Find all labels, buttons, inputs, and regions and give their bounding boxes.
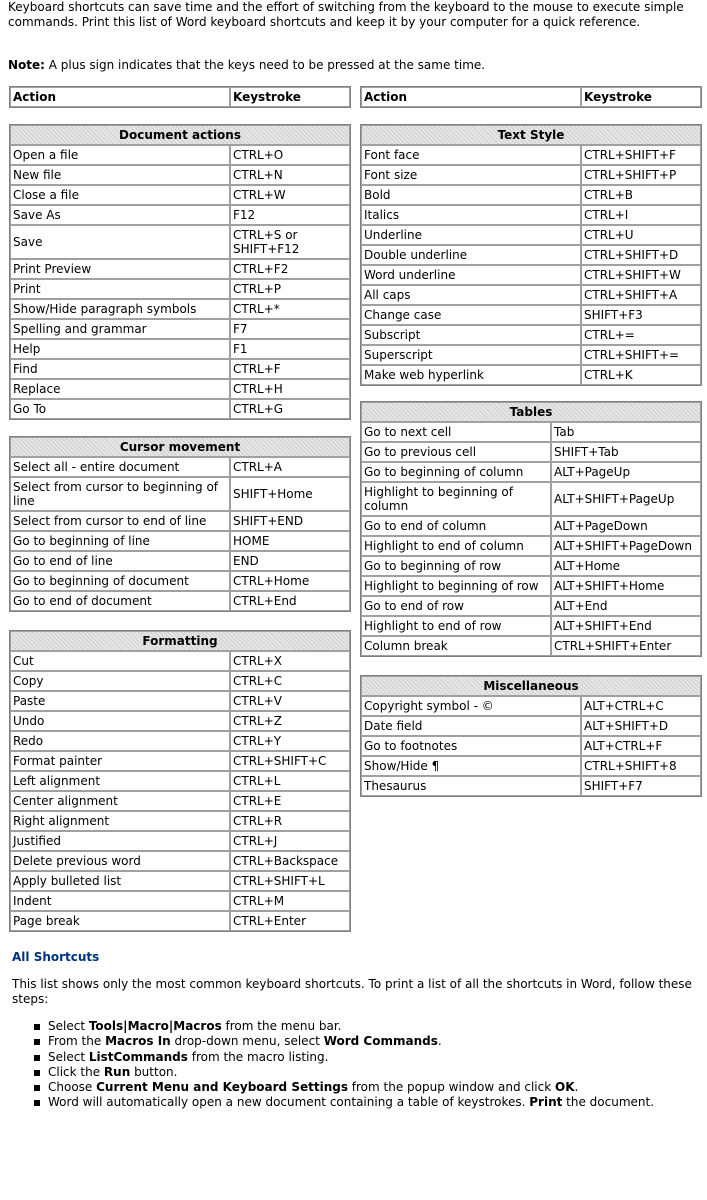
keystroke-cell: CTRL+= (581, 325, 701, 345)
keystroke-cell: CTRL+I (581, 205, 701, 225)
action-cell: New file (10, 165, 230, 185)
action-cell: Go to beginning of row (361, 556, 551, 576)
bullet-icon (34, 1085, 40, 1091)
table-row (361, 422, 701, 442)
action-cell: Page break (10, 911, 230, 931)
keystroke-cell: F1 (230, 339, 350, 359)
table-row (10, 225, 350, 259)
action-cell: Font size (361, 165, 581, 185)
keystroke-cell: CTRL+SHIFT+8 (581, 756, 701, 776)
action-cell: All caps (361, 285, 581, 305)
table-row (10, 457, 350, 477)
step-emphasis: Current Menu and Keyboard Settings (96, 1080, 348, 1095)
keystroke-cell: SHIFT+F3 (581, 305, 701, 325)
table-row (361, 596, 701, 616)
action-cell: Italics (361, 205, 581, 225)
keystroke-cell: CTRL+R (230, 811, 350, 831)
action-column-header: Action (361, 87, 581, 107)
action-cell: Go to beginning of document (10, 571, 230, 591)
table-row (361, 696, 701, 716)
step-emphasis: Tools|Macro|Macros (88, 1019, 222, 1033)
keystroke-cell: CTRL+SHIFT+F (581, 145, 701, 165)
action-cell: Right alignment (10, 811, 230, 831)
table-row (361, 736, 701, 756)
steps-list (28, 1019, 698, 1111)
step-text: Word will automatically open a new document containing a table of keystrokes. (48, 1095, 530, 1110)
section-title: Cursor movement (10, 437, 350, 457)
table-row (10, 339, 350, 359)
table-row (361, 576, 701, 596)
action-cell: Close a file (10, 185, 230, 205)
keystroke-cell: CTRL+S or SHIFT+F12 (230, 225, 350, 259)
all-shortcuts-heading: All Shortcuts (12, 950, 100, 964)
step-text: From the (48, 1034, 106, 1049)
note-label: Note: (8, 58, 45, 72)
bullet-icon (34, 1055, 40, 1061)
note-paragraph (8, 58, 485, 73)
table-row (361, 516, 701, 536)
action-cell: Replace (10, 379, 230, 399)
keystroke-cell: CTRL+F2 (230, 259, 350, 279)
table-row (10, 359, 350, 379)
table-row (10, 891, 350, 911)
list-item (28, 1019, 698, 1034)
action-cell: Indent (10, 891, 230, 911)
action-cell: Date field (361, 716, 581, 736)
keystroke-cell: ALT+SHIFT+PageUp (551, 482, 701, 516)
document-actions-table (9, 124, 351, 420)
table-row (361, 636, 701, 656)
keystroke-cell: F12 (230, 205, 350, 225)
table-row (361, 325, 701, 345)
action-cell: Change case (361, 305, 581, 325)
keystroke-cell: CTRL+SHIFT+D (581, 245, 701, 265)
action-cell: Go To (10, 399, 230, 419)
table-row (361, 345, 701, 365)
action-cell: Go to end of column (361, 516, 551, 536)
intro-paragraph: Keyboard shortcuts can save time and the effort of switching from the keyboard to the mouse to execute simple commands. Print this list of Word keyboard shortcuts and keep it by your computer for a quick reference. (8, 0, 684, 29)
table-row (10, 771, 350, 791)
table-row (10, 851, 350, 871)
list-item (28, 1080, 698, 1095)
action-cell: Make web hyperlink (361, 365, 581, 385)
keystroke-cell: F7 (230, 319, 350, 339)
bullet-icon (34, 1100, 40, 1106)
section-title: Text Style (361, 125, 701, 145)
action-cell: Save As (10, 205, 230, 225)
table-row (361, 185, 701, 205)
keystroke-cell: CTRL+Y (230, 731, 350, 751)
step-text: Select (48, 1019, 89, 1033)
step-emphasis: Macros In (105, 1034, 171, 1049)
keystroke-cell: CTRL+A (230, 457, 350, 477)
keystroke-cell: CTRL+P (230, 279, 350, 299)
keystroke-cell: ALT+PageDown (551, 516, 701, 536)
keystroke-cell: SHIFT+END (230, 511, 350, 531)
table-row (361, 265, 701, 285)
table-row (361, 536, 701, 556)
table-row (10, 477, 350, 511)
table-row (10, 831, 350, 851)
step-text: button. (130, 1064, 178, 1079)
table-row (361, 616, 701, 636)
table-row (10, 279, 350, 299)
table-row (10, 671, 350, 691)
table-row (10, 399, 350, 419)
step-text: . (574, 1080, 579, 1095)
action-cell: Undo (10, 711, 230, 731)
action-cell: Paste (10, 691, 230, 711)
table-row (361, 365, 701, 385)
action-cell: Highlight to end of column (361, 536, 551, 556)
action-cell: Thesaurus (361, 776, 581, 796)
step-emphasis: Print (529, 1095, 563, 1110)
keystroke-cell: HOME (230, 531, 350, 551)
list-item (28, 1050, 698, 1065)
action-cell: Underline (361, 225, 581, 245)
keystroke-cell: CTRL+C (230, 671, 350, 691)
keystroke-cell: CTRL+K (581, 365, 701, 385)
keystroke-cell: CTRL+SHIFT+P (581, 165, 701, 185)
table-row (10, 911, 350, 931)
keystroke-cell: CTRL+Enter (230, 911, 350, 931)
action-cell: Go to end of line (10, 551, 230, 571)
keystroke-cell: CTRL+SHIFT+= (581, 345, 701, 365)
bullet-icon (34, 1070, 40, 1076)
action-cell: Left alignment (10, 771, 230, 791)
keystroke-cell: CTRL+B (581, 185, 701, 205)
action-cell: Show/Hide paragraph symbols (10, 299, 230, 319)
action-cell: Copyright symbol - © (361, 696, 581, 716)
action-cell: Spelling and grammar (10, 319, 230, 339)
keystroke-cell: ALT+CTRL+F (581, 736, 701, 756)
table-row (361, 165, 701, 185)
bullet-icon (34, 1039, 40, 1045)
table-row (10, 319, 350, 339)
action-cell: Save (10, 225, 230, 259)
list-item (28, 1034, 698, 1049)
table-row (10, 511, 350, 531)
keystroke-cell: CTRL+Z (230, 711, 350, 731)
keystroke-cell: SHIFT+Tab (551, 442, 701, 462)
keystroke-cell: ALT+SHIFT+Home (551, 576, 701, 596)
keystroke-cell: CTRL+SHIFT+A (581, 285, 701, 305)
keystroke-cell: CTRL+V (230, 691, 350, 711)
step-text: from the popup window and click (347, 1080, 556, 1095)
keystroke-cell: CTRL+Home (230, 571, 350, 591)
keystroke-cell: CTRL+* (230, 299, 350, 319)
action-cell: Show/Hide ¶ (361, 756, 581, 776)
table-row (361, 716, 701, 736)
step-text: Click the (48, 1064, 104, 1079)
table-row (10, 259, 350, 279)
table-row (10, 691, 350, 711)
table-row (10, 551, 350, 571)
action-cell: Column break (361, 636, 551, 656)
table-row (361, 756, 701, 776)
keystroke-cell: CTRL+SHIFT+W (581, 265, 701, 285)
table-row (10, 711, 350, 731)
action-cell: Print (10, 279, 230, 299)
keystroke-cell: CTRL+O (230, 145, 350, 165)
keystroke-cell: CTRL+N (230, 165, 350, 185)
keystroke-cell: ALT+SHIFT+PageDown (551, 536, 701, 556)
action-cell: Copy (10, 671, 230, 691)
tables-table (360, 401, 702, 657)
action-cell: Go to end of document (10, 591, 230, 611)
keystroke-cell: CTRL+F (230, 359, 350, 379)
action-cell: Go to next cell (361, 422, 551, 442)
note-text: A plus sign indicates that the keys need to be pressed at the same time. (44, 58, 486, 72)
table-row (361, 556, 701, 576)
action-cell: Subscript (361, 325, 581, 345)
list-item (28, 1095, 698, 1110)
action-cell: Select from cursor to end of line (10, 511, 230, 531)
keystroke-cell: ALT+PageUp (551, 462, 701, 482)
keystroke-cell: Tab (551, 422, 701, 442)
keystroke-cell: ALT+CTRL+C (581, 696, 701, 716)
table-row (10, 145, 350, 165)
table-row (361, 442, 701, 462)
section-title: Document actions (10, 125, 350, 145)
keystroke-cell: CTRL+G (230, 399, 350, 419)
table-row (10, 591, 350, 611)
step-text: the document. (562, 1095, 655, 1110)
action-cell: Font face (361, 145, 581, 165)
right-column-header-table (360, 86, 702, 108)
table-row (361, 225, 701, 245)
keystroke-cell: SHIFT+F7 (581, 776, 701, 796)
table-row (10, 651, 350, 671)
step-text: Choose (48, 1080, 97, 1095)
table-row (10, 571, 350, 591)
step-text: . (437, 1034, 442, 1049)
action-cell: Print Preview (10, 259, 230, 279)
keystroke-cell: CTRL+SHIFT+Enter (551, 636, 701, 656)
step-text: from the macro listing. (187, 1049, 329, 1064)
table-row (10, 205, 350, 225)
action-cell: Open a file (10, 145, 230, 165)
action-cell: Highlight to end of row (361, 616, 551, 636)
keystroke-cell: CTRL+E (230, 791, 350, 811)
table-row (10, 791, 350, 811)
all-shortcuts-paragraph: This list shows only the most common keyboard shortcuts. To print a list of all the shortcuts in Word, follow these steps: (12, 977, 692, 1006)
keystroke-cell: SHIFT+Home (230, 477, 350, 511)
action-cell: Word underline (361, 265, 581, 285)
table-row (10, 379, 350, 399)
table-row (361, 205, 701, 225)
miscellaneous-table (360, 675, 702, 797)
table-row (361, 145, 701, 165)
cursor-movement-table (9, 436, 351, 612)
step-emphasis: OK (555, 1080, 575, 1095)
action-cell: Center alignment (10, 791, 230, 811)
action-cell: Bold (361, 185, 581, 205)
action-column-header: Action (10, 87, 230, 107)
left-column-header-table (9, 86, 351, 108)
keystroke-cell: END (230, 551, 350, 571)
table-row (10, 299, 350, 319)
action-cell: Delete previous word (10, 851, 230, 871)
action-cell: Go to beginning of line (10, 531, 230, 551)
keystroke-cell: CTRL+End (230, 591, 350, 611)
action-cell: Double underline (361, 245, 581, 265)
table-row (361, 482, 701, 516)
list-item (28, 1065, 698, 1080)
step-emphasis: Word Commands (323, 1034, 438, 1049)
action-cell: Help (10, 339, 230, 359)
table-row (10, 731, 350, 751)
action-cell: Highlight to beginning of column (361, 482, 551, 516)
keystroke-cell: CTRL+Backspace (230, 851, 350, 871)
step-text: drop-down menu, select (170, 1034, 324, 1049)
keystroke-cell: CTRL+SHIFT+C (230, 751, 350, 771)
keystroke-column-header: Keystroke (581, 87, 701, 107)
action-cell: Go to beginning of column (361, 462, 551, 482)
keystroke-cell: CTRL+W (230, 185, 350, 205)
action-cell: Cut (10, 651, 230, 671)
action-cell: Superscript (361, 345, 581, 365)
text-style-table (360, 124, 702, 386)
action-cell: Apply bulleted list (10, 871, 230, 891)
keystroke-cell: ALT+SHIFT+D (581, 716, 701, 736)
table-row (361, 305, 701, 325)
table-row (361, 245, 701, 265)
keystroke-cell: CTRL+X (230, 651, 350, 671)
section-title: Tables (361, 402, 701, 422)
table-row (10, 531, 350, 551)
keystroke-cell: CTRL+U (581, 225, 701, 245)
table-row (10, 165, 350, 185)
keystroke-cell: CTRL+SHIFT+L (230, 871, 350, 891)
table-row (361, 462, 701, 482)
action-cell: Select from cursor to beginning of line (10, 477, 230, 511)
table-row (10, 751, 350, 771)
section-title: Miscellaneous (361, 676, 701, 696)
keystroke-cell: ALT+SHIFT+End (551, 616, 701, 636)
table-row (361, 776, 701, 796)
bullet-icon (34, 1024, 40, 1030)
keystroke-cell: ALT+Home (551, 556, 701, 576)
keystroke-cell: CTRL+H (230, 379, 350, 399)
table-row (10, 185, 350, 205)
action-cell: Highlight to beginning of row (361, 576, 551, 596)
action-cell: Redo (10, 731, 230, 751)
keystroke-cell: CTRL+M (230, 891, 350, 911)
section-title: Formatting (10, 631, 350, 651)
keystroke-column-header: Keystroke (230, 87, 350, 107)
keystroke-cell: ALT+End (551, 596, 701, 616)
step-text: Select (48, 1049, 89, 1064)
action-cell: Format painter (10, 751, 230, 771)
table-row (10, 871, 350, 891)
action-cell: Find (10, 359, 230, 379)
formatting-table (9, 630, 351, 932)
action-cell: Go to end of row (361, 596, 551, 616)
step-emphasis: ListCommands (88, 1049, 188, 1064)
table-row (361, 285, 701, 305)
keystroke-cell: CTRL+J (230, 831, 350, 851)
keystroke-cell: CTRL+L (230, 771, 350, 791)
step-text: from the menu bar. (221, 1019, 342, 1033)
table-row (10, 811, 350, 831)
action-cell: Justified (10, 831, 230, 851)
action-cell: Go to footnotes (361, 736, 581, 756)
step-emphasis: Run (103, 1064, 131, 1079)
action-cell: Go to previous cell (361, 442, 551, 462)
action-cell: Select all - entire document (10, 457, 230, 477)
